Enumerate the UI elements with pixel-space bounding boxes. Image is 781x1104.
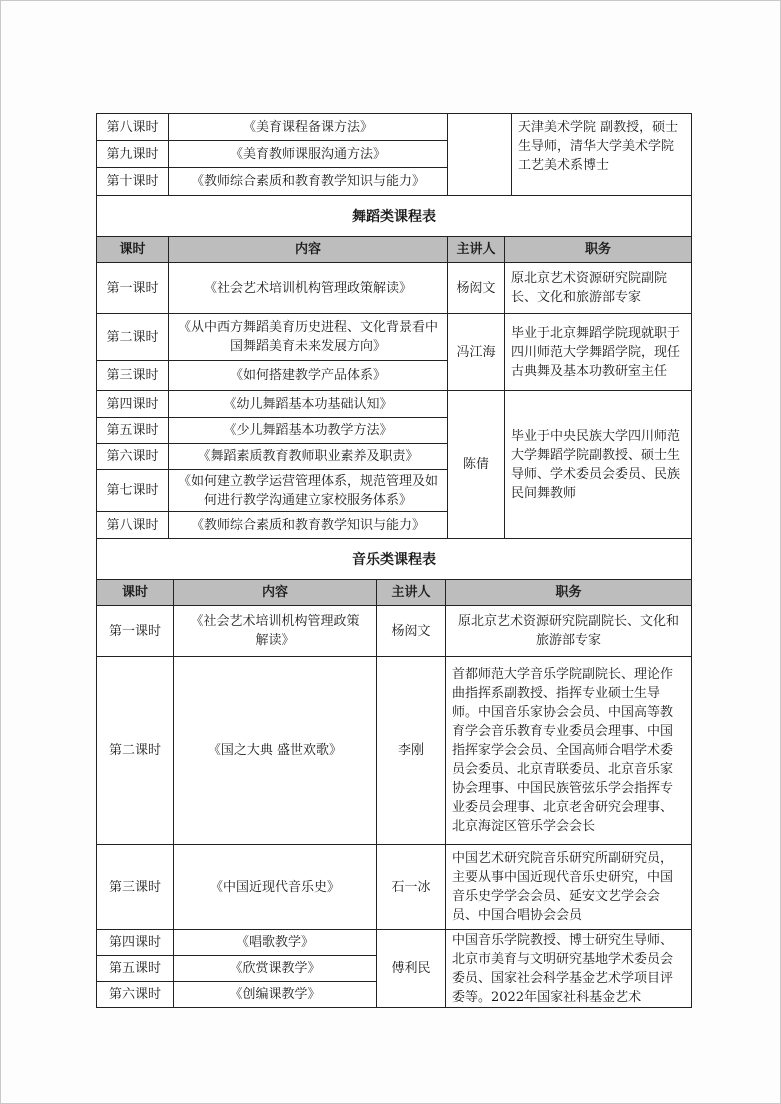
content-cell: 《如何搭建教学产品体系》: [168, 360, 448, 391]
content-cell: 《舞蹈素质教育教师职业素养及职责》: [168, 443, 448, 470]
content-cell: 《国之大典 盛世欢歌》: [173, 656, 377, 845]
music-table-title: 音乐类课程表: [96, 538, 692, 580]
speaker-cell: 冯江海: [447, 313, 505, 391]
content-cell: 《唱歌教学》: [173, 929, 377, 956]
header-content: 内容: [173, 579, 377, 606]
period-cell: 第七课时: [96, 469, 169, 512]
period-cell: 第五课时: [96, 417, 169, 444]
content-cell: 《创编课教学》: [173, 981, 377, 1008]
content-cell: 《社会艺术培训机构管理政策解读》: [173, 605, 377, 657]
content-cell: 《如何建立教学运营管理体系，规范管理及如何进行教学沟通建立家校服务体系》: [168, 469, 448, 512]
period-cell: 第一课时: [96, 605, 174, 657]
speaker-cell: 杨闳文: [376, 605, 446, 657]
header-position: 职务: [504, 236, 692, 263]
position-cell: 毕业于北京舞蹈学院现就职于四川师范大学舞蹈学院，现任古典舞及基本功教研室主任: [504, 313, 692, 391]
position-cell: 中国艺术研究院音乐研究所副研究员，主要从事中国近现代音乐史研究，中国音乐史学学会会员、延安文艺学会会员、中国合唱协会会员: [445, 844, 692, 930]
period-cell: 第一课时: [96, 262, 169, 314]
period-cell: 第二课时: [96, 313, 169, 361]
speaker-cell: 傅利民: [376, 929, 446, 1008]
position-cell: 原北京艺术资源研究院副院长、文化和旅游部专家: [504, 262, 692, 314]
speaker-cell: 李刚: [376, 656, 446, 845]
position-cell: 原北京艺术资源研究院副院长、文化和旅游部专家: [445, 605, 692, 657]
content-cell: 《欣赏课教学》: [173, 955, 377, 982]
header-period: 课时: [96, 579, 174, 606]
position-cell: 首都师范大学音乐学院副院长、理论作曲指挥系副教授、指挥专业硕士生导师。中国音乐家协会会员、中国高等教育学会音乐教育专业委员会理事、中国指挥家学会会员、全国高师合唱学术委员会委员、北京青联委员、北京音乐家协会理事、中国民族管弦乐学会指挥专业委员会理事、北京老舍研究会理事、北京海淀区管乐学会会长: [445, 656, 692, 845]
speaker-cell: 杨闳文: [447, 262, 505, 314]
content-cell: 《从中西方舞蹈美育历史进程、文化背景看中国舞蹈美育未来发展方向》: [168, 313, 448, 361]
header-speaker: 主讲人: [447, 236, 505, 263]
content-cell: 《幼儿舞蹈基本功基础认知》: [168, 390, 448, 418]
content-cell: 《社会艺术培训机构管理政策解读》: [168, 262, 448, 314]
period-cell: 第六课时: [96, 981, 174, 1008]
header-period: 课时: [96, 236, 169, 263]
speaker-cell: 石一冰: [376, 844, 446, 930]
header-position: 职务: [445, 579, 692, 606]
speaker-cell: 陈倩: [447, 390, 505, 539]
content-cell: 《美育课程备课方法》: [168, 113, 448, 141]
period-cell: 第三课时: [96, 360, 169, 391]
content-cell: 《少儿舞蹈基本功教学方法》: [168, 417, 448, 444]
period-cell: 第四课时: [96, 390, 169, 418]
dance-table-title: 舞蹈类课程表: [96, 195, 692, 237]
header-speaker: 主讲人: [376, 579, 446, 606]
header-content: 内容: [168, 236, 448, 263]
period-cell: 第九课时: [96, 140, 169, 168]
period-cell: 第八课时: [96, 511, 169, 539]
period-cell: 第二课时: [96, 656, 174, 845]
position-cell: 天津美术学院 副教授，硕士生导师，清华大学美术学院工艺美术系博士: [511, 113, 692, 196]
period-cell: 第三课时: [96, 844, 174, 930]
position-cell: 中国音乐学院教授、博士研究生导师、北京市美育与文明研究基地学术委员会委员、国家社会科学基金艺术学项目评委等。2022年国家社科基金艺术: [445, 929, 692, 1008]
period-cell: 第十课时: [96, 167, 169, 196]
period-cell: 第六课时: [96, 443, 169, 470]
content-cell: 《美育教师课服沟通方法》: [168, 140, 448, 168]
position-cell: 毕业于中央民族大学四川师范大学舞蹈学院副教授、硕士生导师、学术委员会委员、民族民间舞教师: [504, 390, 692, 539]
speaker-cell: [447, 113, 512, 196]
content-cell: 《教师综合素质和教育教学知识与能力》: [168, 511, 448, 539]
period-cell: 第五课时: [96, 955, 174, 982]
period-cell: 第八课时: [96, 113, 169, 141]
content-cell: 《中国近现代音乐史》: [173, 844, 377, 930]
period-cell: 第四课时: [96, 929, 174, 956]
content-cell: 《教师综合素质和教育教学知识与能力》: [168, 167, 448, 196]
